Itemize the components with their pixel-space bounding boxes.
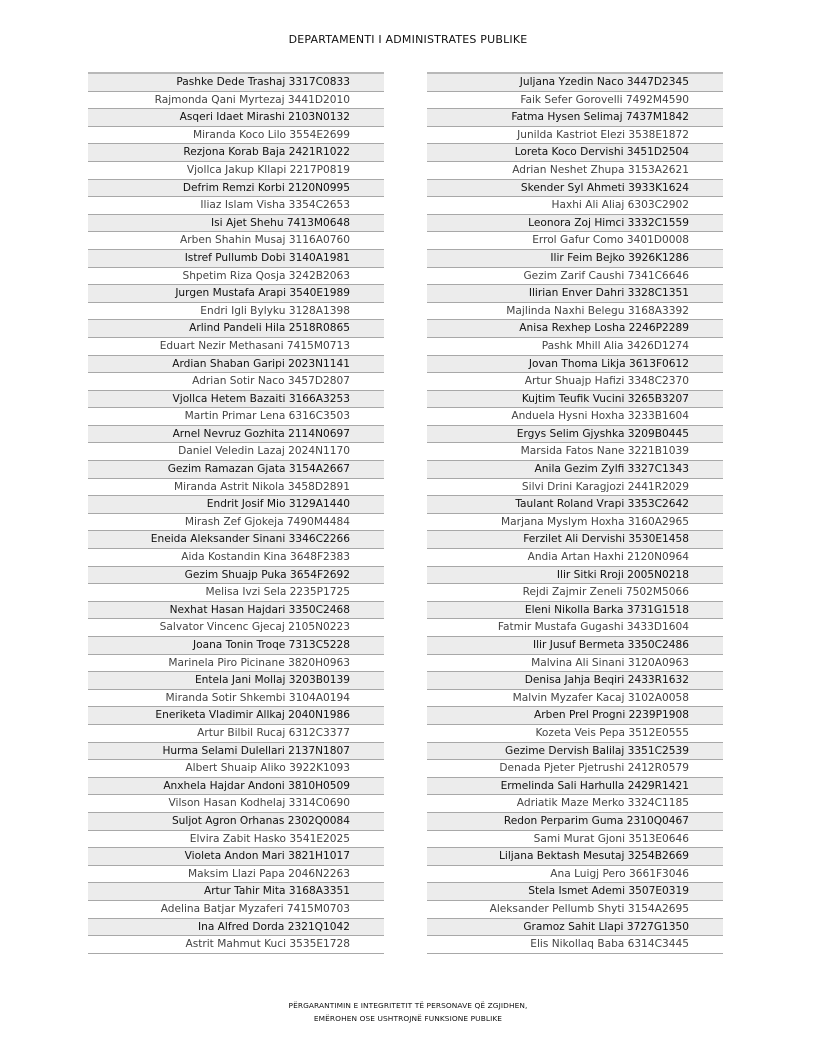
list-item: Anisa Rexhep Losha 2246P2289 bbox=[427, 320, 723, 338]
list-item: Melisa Ivzi Sela 2235P1725 bbox=[88, 584, 384, 602]
list-item: Adriatik Maze Merko 3324C1185 bbox=[427, 795, 723, 813]
footer-line-2: EMËROHEN OSE USHTROJNË FUNKSIONE PUBLIKE bbox=[313, 1014, 503, 1023]
list-item: Albert Shuaip Aliko 3922K1093 bbox=[88, 760, 384, 778]
list-item: Taulant Roland Vrapi 3353C2642 bbox=[427, 496, 723, 514]
list-item: Aleksander Pellumb Shyti 3154A2695 bbox=[427, 901, 723, 919]
list-item: Ana Luigj Pero 3661F3046 bbox=[427, 866, 723, 884]
list-item: Liljana Bektash Mesutaj 3254B2669 bbox=[427, 848, 723, 866]
list-item: Salvator Vincenc Gjecaj 2105N0223 bbox=[88, 619, 384, 637]
list-item: Martin Primar Lena 6316C3503 bbox=[88, 408, 384, 426]
list-item: Errol Gafur Como 3401D0008 bbox=[427, 232, 723, 250]
list-item: Fatma Hysen Selimaj 7437M1842 bbox=[427, 109, 723, 127]
list-item: Ilir Feim Bejko 3926K1286 bbox=[427, 250, 723, 268]
list-item: Ilir Sitki Rroji 2005N0218 bbox=[427, 567, 723, 585]
list-item: Vjollca Hetem Bazaiti 3166A3253 bbox=[88, 391, 384, 409]
list-item: Ardian Shaban Garipi 2023N1141 bbox=[88, 356, 384, 374]
list-item: Mirash Zef Gjokeja 7490M4484 bbox=[88, 514, 384, 532]
list-item: Vilson Hasan Kodhelaj 3314C0690 bbox=[88, 795, 384, 813]
list-item: Artur Shuajp Hafizi 3348C2370 bbox=[427, 373, 723, 391]
list-item: Artur Bilbil Rucaj 6312C3377 bbox=[88, 725, 384, 743]
list-item: Eleni Nikolla Barka 3731G1518 bbox=[427, 602, 723, 620]
right-name-list bbox=[427, 72, 723, 954]
list-item: Daniel Veledin Lazaj 2024N1170 bbox=[88, 443, 384, 461]
list-item: Marjana Myslym Hoxha 3160A2965 bbox=[427, 514, 723, 532]
list-item: Miranda Astrit Nikola 3458D2891 bbox=[88, 479, 384, 497]
list-item: Istref Pullumb Dobi 3140A1981 bbox=[88, 250, 384, 268]
list-item: Rejdi Zajmir Zeneli 7502M5066 bbox=[427, 584, 723, 602]
list-item: Eduart Nezir Methasani 7415M0713 bbox=[88, 338, 384, 356]
left-name-list bbox=[88, 72, 384, 954]
list-item: Arlind Pandeli Hila 2518R0865 bbox=[88, 320, 384, 338]
list-item: Adelina Batjar Myzaferi 7415M0703 bbox=[88, 901, 384, 919]
list-item: Anila Gezim Zylfi 3327C1343 bbox=[427, 461, 723, 479]
list-item: Leonora Zoj Himci 3332C1559 bbox=[427, 215, 723, 233]
list-item: Artur Tahir Mita 3168A3351 bbox=[88, 883, 384, 901]
list-item: Endri Igli Bylyku 3128A1398 bbox=[88, 303, 384, 321]
list-item: Arben Prel Progni 2239P1908 bbox=[427, 707, 723, 725]
footer-line-1: PËRGARANTIMIN E INTEGRITETIT TË PERSONAVE QË ZGJIDHEN, bbox=[288, 1001, 528, 1010]
list-item: Pashk Mhill Alia 3426D1274 bbox=[427, 338, 723, 356]
list-item: Pashke Dede Trashaj 3317C0833 bbox=[88, 74, 384, 92]
list-item: Gezim Zarif Caushi 7341C6646 bbox=[427, 268, 723, 286]
list-item: Faik Sefer Gorovelli 7492M4590 bbox=[427, 92, 723, 110]
list-item: Entela Jani Mollaj 3203B0139 bbox=[88, 672, 384, 690]
list-item: Denisa Jahja Beqiri 2433R1632 bbox=[427, 672, 723, 690]
list-item: Iliaz Islam Visha 3354C2653 bbox=[88, 197, 384, 215]
page-footer bbox=[0, 999, 816, 1025]
list-item: Marsida Fatos Nane 3221B1039 bbox=[427, 443, 723, 461]
list-item: Defrim Remzi Korbi 2120N0995 bbox=[88, 180, 384, 198]
list-item: Malvina Ali Sinani 3120A0963 bbox=[427, 655, 723, 673]
list-item: Arben Shahin Musaj 3116A0760 bbox=[88, 232, 384, 250]
list-item: Gezim Shuajp Puka 3654F2692 bbox=[88, 567, 384, 585]
list-item: Rezjona Korab Baja 2421R1022 bbox=[88, 144, 384, 162]
list-item: Silvi Drini Karagjozi 2441R2029 bbox=[427, 479, 723, 497]
list-item: Ilir Jusuf Bermeta 3350C2486 bbox=[427, 637, 723, 655]
list-item: Aida Kostandin Kina 3648F2383 bbox=[88, 549, 384, 567]
list-item: Violeta Andon Mari 3821H1017 bbox=[88, 848, 384, 866]
list-item: Denada Pjeter Pjetrushi 2412R0579 bbox=[427, 760, 723, 778]
list-item: Nexhat Hasan Hajdari 3350C2468 bbox=[88, 602, 384, 620]
list-item: Redon Perparim Guma 2310Q0467 bbox=[427, 813, 723, 831]
list-item: Haxhi Ali Aliaj 6303C2902 bbox=[427, 197, 723, 215]
list-item: Jurgen Mustafa Arapi 3540E1989 bbox=[88, 285, 384, 303]
list-item: Elvira Zabit Hasko 3541E2025 bbox=[88, 831, 384, 849]
list-item: Ermelinda Sali Harhulla 2429R1421 bbox=[427, 778, 723, 796]
list-item: Eneida Aleksander Sinani 3346C2266 bbox=[88, 531, 384, 549]
list-item: Anxhela Hajdar Andoni 3810H0509 bbox=[88, 778, 384, 796]
list-item: Shpetim Riza Qosja 3242B2063 bbox=[88, 268, 384, 286]
list-item: Adrian Sotir Naco 3457D2807 bbox=[88, 373, 384, 391]
list-item: Sami Murat Gjoni 3513E0646 bbox=[427, 831, 723, 849]
list-item: Gezime Dervish Balilaj 3351C2539 bbox=[427, 743, 723, 761]
list-item: Fatmir Mustafa Gugashi 3433D1604 bbox=[427, 619, 723, 637]
list-item: Junilda Kastriot Elezi 3538E1872 bbox=[427, 127, 723, 145]
page-title: DEPARTAMENTI I ADMINISTRATES PUBLIKE bbox=[288, 33, 528, 46]
list-item: Andia Artan Haxhi 2120N0964 bbox=[427, 549, 723, 567]
list-item: Ergys Selim Gjyshka 3209B0445 bbox=[427, 426, 723, 444]
list-item: Arnel Nevruz Gozhita 2114N0697 bbox=[88, 426, 384, 444]
list-item: Maksim Llazi Papa 2046N2263 bbox=[88, 866, 384, 884]
list-item: Ina Alfred Dorda 2321Q1042 bbox=[88, 919, 384, 937]
list-item: Endrit Josif Mio 3129A1440 bbox=[88, 496, 384, 514]
list-item: Juljana Yzedin Naco 3447D2345 bbox=[427, 74, 723, 92]
list-item: Miranda Sotir Shkembi 3104A0194 bbox=[88, 690, 384, 708]
list-item: Stela Ismet Ademi 3507E0319 bbox=[427, 883, 723, 901]
list-item: Asqeri Idaet Mirashi 2103N0132 bbox=[88, 109, 384, 127]
list-item: Ilirian Enver Dahri 3328C1351 bbox=[427, 285, 723, 303]
list-item: Loreta Koco Dervishi 3451D2504 bbox=[427, 144, 723, 162]
list-item: Isi Ajet Shehu 7413M0648 bbox=[88, 215, 384, 233]
list-item: Ferzilet Ali Dervishi 3530E1458 bbox=[427, 531, 723, 549]
list-item: Marinela Piro Picinane 3820H0963 bbox=[88, 655, 384, 673]
list-item: Gramoz Sahit Llapi 3727G1350 bbox=[427, 919, 723, 937]
list-item: Malvin Myzafer Kacaj 3102A0058 bbox=[427, 690, 723, 708]
list-item: Jovan Thoma Likja 3613F0612 bbox=[427, 356, 723, 374]
list-item: Suljot Agron Orhanas 2302Q0084 bbox=[88, 813, 384, 831]
list-item: Rajmonda Qani Myrtezaj 3441D2010 bbox=[88, 92, 384, 110]
list-item: Elis Nikollaq Baba 6314C3445 bbox=[427, 936, 723, 954]
list-item: Gezim Ramazan Gjata 3154A2667 bbox=[88, 461, 384, 479]
list-item: Majlinda Naxhi Belegu 3168A3392 bbox=[427, 303, 723, 321]
list-item: Kozeta Veis Pepa 3512E0555 bbox=[427, 725, 723, 743]
list-item: Skender Syl Ahmeti 3933K1624 bbox=[427, 180, 723, 198]
list-item: Joana Tonin Troqe 7313C5228 bbox=[88, 637, 384, 655]
list-item: Anduela Hysni Hoxha 3233B1604 bbox=[427, 408, 723, 426]
list-item: Vjollca Jakup Kllapi 2217P0819 bbox=[88, 162, 384, 180]
list-item: Adrian Neshet Zhupa 3153A2621 bbox=[427, 162, 723, 180]
list-item: Hurma Selami Dulellari 2137N1807 bbox=[88, 743, 384, 761]
list-item: Astrit Mahmut Kuci 3535E1728 bbox=[88, 936, 384, 954]
list-item: Eneriketa Vladimir Allkaj 2040N1986 bbox=[88, 707, 384, 725]
list-item: Miranda Koco Lilo 3554E2699 bbox=[88, 127, 384, 145]
list-item: Kujtim Teufik Vucini 3265B3207 bbox=[427, 391, 723, 409]
